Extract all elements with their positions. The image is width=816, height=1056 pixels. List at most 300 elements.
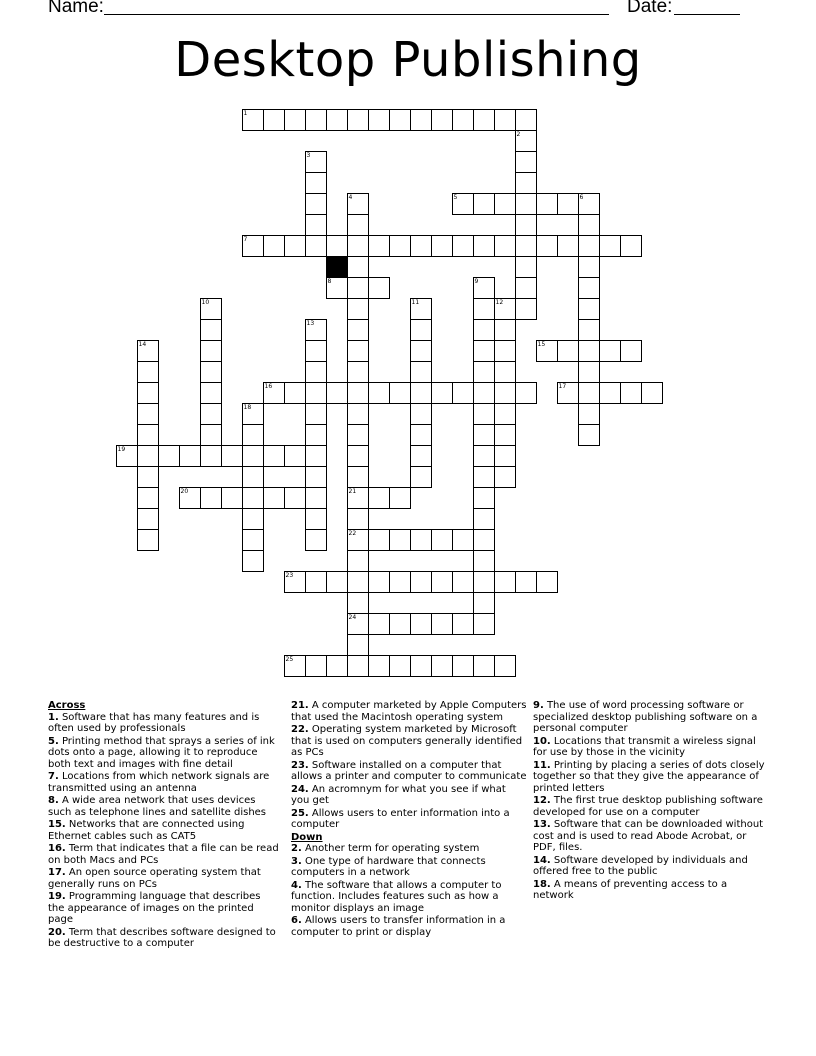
- crossword-cell[interactable]: [536, 340, 558, 362]
- crossword-cell[interactable]: [515, 109, 537, 131]
- clue-num: 15.: [48, 819, 66, 830]
- crossword-cell[interactable]: [200, 403, 222, 425]
- crossword-cell[interactable]: [368, 109, 390, 131]
- crossword-cell[interactable]: [473, 277, 495, 299]
- crossword-cell[interactable]: [305, 571, 327, 593]
- clue-num: 10.: [533, 735, 551, 747]
- clue-text: An open source operating system that generally runs on PCs: [48, 867, 261, 890]
- crossword-cell[interactable]: [473, 571, 495, 593]
- crossword-cell[interactable]: [557, 382, 579, 404]
- clues-column-2: [291, 700, 527, 939]
- clue-number: 13: [306, 319, 315, 327]
- crossword-cell[interactable]: [284, 445, 306, 467]
- crossword-cell[interactable]: [263, 109, 285, 131]
- crossword-cell[interactable]: [347, 424, 369, 446]
- crossword-cell[interactable]: [263, 382, 285, 404]
- crossword-cell[interactable]: [347, 487, 369, 509]
- crossword-cell[interactable]: [347, 256, 369, 278]
- crossword-cell[interactable]: [620, 382, 642, 404]
- crossword-cell[interactable]: [557, 193, 579, 215]
- clue-text: Term that describes software designed to be destructive to a computer: [48, 926, 276, 949]
- crossword-cell[interactable]: [410, 424, 432, 446]
- crossword-cell[interactable]: [200, 319, 222, 341]
- crossword-cell[interactable]: [494, 193, 516, 215]
- clue-text: The use of word processing software or specialized desktop publishing software on a personal computer: [533, 700, 758, 734]
- crossword-cell[interactable]: [473, 109, 495, 131]
- crossword-cell[interactable]: [515, 571, 537, 593]
- clue-number: 12: [495, 298, 504, 306]
- clue-text: A computer marketed by Apple Computers that used the Macintosh operating system: [291, 700, 527, 723]
- crossword-cell[interactable]: [494, 403, 516, 425]
- clue-num: 24.: [291, 783, 309, 795]
- crossword-cell[interactable]: [515, 193, 537, 215]
- crossword-cell[interactable]: [473, 361, 495, 383]
- crossword-cell[interactable]: [305, 655, 327, 677]
- clue-text: Locations from which network signals are transmitted using an antenna: [48, 771, 270, 794]
- crossword-cell[interactable]: [263, 445, 285, 467]
- crossword-cell[interactable]: [200, 298, 222, 320]
- crossword-cell[interactable]: [473, 550, 495, 572]
- crossword-cell[interactable]: [578, 235, 600, 257]
- crossword-cell[interactable]: [263, 235, 285, 257]
- crossword-cell[interactable]: [494, 319, 516, 341]
- crossword-cell[interactable]: [347, 193, 369, 215]
- crossword-cell[interactable]: [494, 655, 516, 677]
- crossword-cell[interactable]: [242, 403, 264, 425]
- crossword-cell[interactable]: [221, 487, 243, 509]
- crossword-cell[interactable]: [368, 613, 390, 635]
- crossword-cell[interactable]: [473, 508, 495, 530]
- crossword-cell[interactable]: [242, 529, 264, 551]
- crossword-cell[interactable]: [347, 235, 369, 257]
- crossword-cell[interactable]: [305, 151, 327, 173]
- clue-text: Allows users to enter information into a computer: [291, 807, 510, 830]
- crossword-cell[interactable]: [515, 256, 537, 278]
- clue-text: A wide area network that uses devices such as telephone lines and satellite dishes: [48, 795, 267, 818]
- crossword-cell[interactable]: [494, 382, 516, 404]
- crossword-cell[interactable]: [389, 655, 411, 677]
- crossword-cell[interactable]: [368, 529, 390, 551]
- crossword-cell[interactable]: [326, 655, 348, 677]
- clue-text: Printing by placing a series of dots closely together so that they give the appearance of printed letters: [533, 759, 765, 794]
- crossword-cell[interactable]: [326, 235, 348, 257]
- crossword-cell[interactable]: [452, 655, 474, 677]
- crossword-cell[interactable]: [200, 424, 222, 446]
- crossword-cell[interactable]: [305, 109, 327, 131]
- crossword-cell[interactable]: [305, 508, 327, 530]
- across-clue: [48, 771, 280, 794]
- crossword-cell[interactable]: [578, 277, 600, 299]
- crossword-cell[interactable]: [263, 487, 285, 509]
- clue-text: The first true desktop publishing software developed for use on a computer: [533, 795, 763, 818]
- crossword-cell[interactable]: [410, 529, 432, 551]
- crossword-cell[interactable]: [284, 655, 306, 677]
- crossword-cell[interactable]: [305, 214, 327, 236]
- crossword-cell[interactable]: [389, 235, 411, 257]
- clue-number: 18: [243, 403, 252, 411]
- crossword-cell[interactable]: [368, 487, 390, 509]
- crossword-cell[interactable]: [452, 235, 474, 257]
- clue-num: 1.: [48, 711, 59, 723]
- crossword-cell[interactable]: [410, 403, 432, 425]
- crossword-cell[interactable]: [326, 382, 348, 404]
- down-clue: [533, 819, 769, 854]
- crossword-cell[interactable]: [515, 214, 537, 236]
- crossword-cell[interactable]: [305, 382, 327, 404]
- crossword-cell[interactable]: [473, 592, 495, 614]
- crossword-cell[interactable]: [410, 235, 432, 257]
- crossword-cell[interactable]: [410, 655, 432, 677]
- crossword-cell[interactable]: [347, 613, 369, 635]
- date-label: Date:: [627, 0, 673, 17]
- crossword-cell[interactable]: [116, 445, 138, 467]
- clue-num: 20.: [48, 926, 66, 938]
- clue-number: 14: [138, 340, 147, 348]
- crossword-cell[interactable]: [200, 382, 222, 404]
- crossword-cell[interactable]: [137, 508, 159, 530]
- clue-text: An acromnym for what you see if what you get: [291, 783, 506, 806]
- clue-number: 3: [306, 151, 311, 159]
- crossword-cell[interactable]: [473, 193, 495, 215]
- crossword-cell[interactable]: [368, 655, 390, 677]
- crossword-cell[interactable]: [515, 298, 537, 320]
- crossword-cell[interactable]: [221, 445, 243, 467]
- crossword-cell[interactable]: [473, 424, 495, 446]
- crossword-cell[interactable]: [410, 340, 432, 362]
- clue-num: 25.: [291, 807, 309, 819]
- crossword-cell[interactable]: [473, 235, 495, 257]
- crossword-cell[interactable]: [494, 571, 516, 593]
- crossword-cell[interactable]: [515, 172, 537, 194]
- clue-number: 23: [285, 571, 294, 579]
- crossword-cell[interactable]: [473, 445, 495, 467]
- crossword-cell[interactable]: [347, 382, 369, 404]
- crossword-cell[interactable]: [515, 130, 537, 152]
- crossword-cell[interactable]: [347, 445, 369, 467]
- crossword-cell[interactable]: [347, 277, 369, 299]
- crossword-cell[interactable]: [242, 487, 264, 509]
- crossword-cell[interactable]: [305, 319, 327, 341]
- clue-text: Software developed by individuals and offered free to the public: [533, 854, 748, 877]
- crossword-cell[interactable]: [431, 655, 453, 677]
- clue-text: One type of hardware that connects computers in a network: [291, 855, 486, 878]
- clue-number: 10: [201, 298, 210, 306]
- clue-num: 9.: [533, 700, 544, 711]
- crossword-cell[interactable]: [284, 487, 306, 509]
- clue-num: 13.: [533, 819, 551, 830]
- crossword-cell[interactable]: [347, 508, 369, 530]
- clue-number: 1: [243, 109, 248, 117]
- crossword-cell[interactable]: [347, 403, 369, 425]
- clue-num: 3.: [291, 855, 302, 867]
- crossword-cell[interactable]: [494, 424, 516, 446]
- crossword-cell[interactable]: [347, 109, 369, 131]
- crossword-cell[interactable]: [452, 571, 474, 593]
- clue-text: A means of preventing access to a network: [533, 878, 728, 901]
- crossword-cell[interactable]: [137, 445, 159, 467]
- crossword-cell[interactable]: [473, 613, 495, 635]
- crossword-cell[interactable]: [557, 340, 579, 362]
- crossword-cell[interactable]: [473, 319, 495, 341]
- crossword-cell[interactable]: [494, 340, 516, 362]
- clue-text: Term that indicates that a file can be read on both Macs and PCs: [48, 843, 279, 866]
- crossword-cell[interactable]: [179, 445, 201, 467]
- down-clue: [533, 700, 769, 735]
- clue-text: Printing method that sprays a series of ink dots onto a page, allowing it to reproduce both text and images with fine detail: [48, 735, 275, 770]
- crossword-cell[interactable]: [410, 361, 432, 383]
- crossword-cell[interactable]: [494, 445, 516, 467]
- crossword-cell[interactable]: [473, 466, 495, 488]
- crossword-cell[interactable]: [326, 277, 348, 299]
- crossword-cell[interactable]: [410, 382, 432, 404]
- crossword-cell[interactable]: [410, 613, 432, 635]
- crossword-cell[interactable]: [305, 193, 327, 215]
- crossword-cell[interactable]: [536, 235, 558, 257]
- crossword-cell[interactable]: [473, 403, 495, 425]
- crossword-cell[interactable]: [473, 340, 495, 362]
- crossword-cell[interactable]: [347, 571, 369, 593]
- across-heading: Across: [48, 700, 86, 711]
- crossword-cell[interactable]: [200, 340, 222, 362]
- crossword-cell[interactable]: [494, 361, 516, 383]
- clue-text: Allows users to transfer information in a computer to print or display: [291, 915, 506, 938]
- across-clue: [48, 927, 280, 950]
- crossword-cell[interactable]: [137, 340, 159, 362]
- crossword-cell[interactable]: [368, 571, 390, 593]
- clue-number: 6: [579, 193, 584, 201]
- crossword-cell[interactable]: [452, 109, 474, 131]
- crossword-cell[interactable]: [200, 445, 222, 467]
- crossword-cell[interactable]: [410, 298, 432, 320]
- clue-num: 7.: [48, 771, 59, 782]
- crossword-cell[interactable]: [473, 382, 495, 404]
- crossword-cell[interactable]: [347, 550, 369, 572]
- crossword-cell[interactable]: [305, 529, 327, 551]
- crossword-cell[interactable]: [200, 487, 222, 509]
- down-clue: [533, 795, 769, 818]
- crossword-cell[interactable]: [179, 487, 201, 509]
- clue-text: Software installed on a computer that allows a printer and computer to communicate: [291, 759, 527, 782]
- clue-number: 25: [285, 655, 294, 663]
- crossword-cell[interactable]: [389, 529, 411, 551]
- crossword-cell[interactable]: [620, 340, 642, 362]
- clue-text: Software that has many features and is often used by professionals: [48, 711, 260, 734]
- crossword-cell[interactable]: [431, 571, 453, 593]
- crossword-cell[interactable]: [473, 298, 495, 320]
- crossword-cell[interactable]: [389, 571, 411, 593]
- crossword-cell[interactable]: [494, 298, 516, 320]
- crossword-cell[interactable]: [452, 382, 474, 404]
- name-label: Name:: [48, 0, 104, 17]
- crossword-cell[interactable]: [473, 655, 495, 677]
- crossword-cell[interactable]: [137, 487, 159, 509]
- crossword-cell[interactable]: [305, 340, 327, 362]
- crossword-cell[interactable]: [242, 109, 264, 131]
- crossword-cell[interactable]: [347, 361, 369, 383]
- down-clue: [533, 736, 769, 759]
- crossword-cell[interactable]: [305, 424, 327, 446]
- crossword-cell[interactable]: [347, 529, 369, 551]
- crossword-cell[interactable]: [410, 319, 432, 341]
- clue-text: Software that can be downloaded without cost and is used to read Abode Acrobat, or PDF, files.: [533, 819, 764, 853]
- crossword-cell[interactable]: [137, 466, 159, 488]
- clue-text: Programming language that describes the appearance of images on the printed page: [48, 891, 261, 925]
- crossword-cell[interactable]: [347, 466, 369, 488]
- across-clue: [48, 843, 280, 866]
- clue-num: 16.: [48, 843, 66, 854]
- crossword-cell[interactable]: [452, 613, 474, 635]
- crossword-cell[interactable]: [578, 214, 600, 236]
- crossword-cell[interactable]: [137, 529, 159, 551]
- crossword-cell[interactable]: [431, 235, 453, 257]
- crossword-cell[interactable]: [515, 277, 537, 299]
- crossword-cell[interactable]: [305, 466, 327, 488]
- crossword-cell[interactable]: [389, 382, 411, 404]
- crossword-cell[interactable]: [389, 109, 411, 131]
- clue-num: 17.: [48, 867, 66, 878]
- clue-num: 2.: [291, 843, 302, 854]
- crossword-cell[interactable]: [431, 109, 453, 131]
- down-clue: [533, 855, 769, 878]
- crossword-cell[interactable]: [284, 571, 306, 593]
- crossword-block: [326, 256, 348, 278]
- crossword-cell[interactable]: [242, 424, 264, 446]
- crossword-cell[interactable]: [305, 445, 327, 467]
- down-clue: [533, 879, 769, 902]
- crossword-cell[interactable]: [347, 214, 369, 236]
- crossword-cell[interactable]: [284, 109, 306, 131]
- across-clue: [48, 891, 280, 926]
- crossword-cell[interactable]: [368, 382, 390, 404]
- crossword-cell[interactable]: [578, 193, 600, 215]
- crossword-cell[interactable]: [347, 340, 369, 362]
- crossword-cell[interactable]: [410, 109, 432, 131]
- crossword-cell[interactable]: [242, 445, 264, 467]
- across-clue: [291, 784, 527, 807]
- clue-number: 9: [474, 277, 479, 285]
- clue-number: 17: [558, 382, 567, 390]
- crossword-cell[interactable]: [305, 361, 327, 383]
- crossword-cell[interactable]: [515, 382, 537, 404]
- crossword-cell[interactable]: [473, 529, 495, 551]
- crossword-cell[interactable]: [578, 319, 600, 341]
- across-clue: [48, 712, 280, 735]
- crossword-cell[interactable]: [389, 613, 411, 635]
- crossword-cell[interactable]: [473, 487, 495, 509]
- clues-column-1: [48, 700, 280, 951]
- crossword-cell[interactable]: [305, 403, 327, 425]
- crossword-cell[interactable]: [326, 109, 348, 131]
- crossword-cell[interactable]: [578, 340, 600, 362]
- clue-number: 2: [516, 130, 521, 138]
- crossword-cell[interactable]: [515, 151, 537, 173]
- crossword-cell[interactable]: [305, 172, 327, 194]
- crossword-cell[interactable]: [305, 235, 327, 257]
- crossword-cell[interactable]: [494, 235, 516, 257]
- crossword-cell[interactable]: [599, 340, 621, 362]
- crossword-cell[interactable]: [326, 571, 348, 593]
- clue-num: 23.: [291, 759, 309, 771]
- crossword-cell[interactable]: [578, 424, 600, 446]
- crossword-cell[interactable]: [284, 382, 306, 404]
- crossword-cell[interactable]: [494, 466, 516, 488]
- clue-number: 19: [117, 445, 126, 453]
- clue-number: 11: [411, 298, 420, 306]
- crossword-cell[interactable]: [578, 361, 600, 383]
- crossword-cell[interactable]: [242, 235, 264, 257]
- crossword-cell[interactable]: [452, 529, 474, 551]
- crossword-cell[interactable]: [347, 319, 369, 341]
- crossword-cell[interactable]: [452, 193, 474, 215]
- crossword-cell[interactable]: [599, 235, 621, 257]
- clue-num: 19.: [48, 891, 66, 902]
- crossword-cell[interactable]: [410, 466, 432, 488]
- crossword-cell[interactable]: [137, 424, 159, 446]
- clue-num: 5.: [48, 735, 59, 747]
- crossword-cell[interactable]: [494, 109, 516, 131]
- crossword-cell[interactable]: [242, 466, 264, 488]
- crossword-cell[interactable]: [242, 508, 264, 530]
- crossword-cell[interactable]: [536, 193, 558, 215]
- crossword-cell[interactable]: [578, 382, 600, 404]
- crossword-cell[interactable]: [305, 487, 327, 509]
- crossword-cell[interactable]: [368, 235, 390, 257]
- clue-number: 7: [243, 235, 248, 243]
- crossword-cell[interactable]: [599, 382, 621, 404]
- crossword-cell[interactable]: [242, 550, 264, 572]
- crossword-cell[interactable]: [200, 361, 222, 383]
- crossword-cell[interactable]: [578, 256, 600, 278]
- clue-number: 8: [327, 277, 332, 285]
- clue-number: 4: [348, 193, 353, 201]
- crossword-cell[interactable]: [158, 445, 180, 467]
- crossword-cell[interactable]: [578, 403, 600, 425]
- clue-text: Another term for operating system: [301, 843, 480, 854]
- crossword-cell[interactable]: [347, 592, 369, 614]
- crossword-cell[interactable]: [137, 382, 159, 404]
- crossword-cell[interactable]: [368, 277, 390, 299]
- crossword-cell[interactable]: [410, 445, 432, 467]
- crossword-cell[interactable]: [431, 382, 453, 404]
- crossword-cell[interactable]: [284, 235, 306, 257]
- crossword-cell[interactable]: [347, 655, 369, 677]
- crossword-cell[interactable]: [578, 298, 600, 320]
- clue-num: 18.: [533, 878, 551, 890]
- crossword-cell[interactable]: [137, 361, 159, 383]
- clue-number: 21: [348, 487, 357, 495]
- crossword-cell[interactable]: [536, 571, 558, 593]
- crossword-cell[interactable]: [641, 382, 663, 404]
- crossword-cell[interactable]: [347, 298, 369, 320]
- clue-num: 8.: [48, 795, 59, 806]
- crossword-cell[interactable]: [137, 403, 159, 425]
- crossword-cell[interactable]: [620, 235, 642, 257]
- clue-text: Operating system marketed by Microsoft that is used on computers generally identified as PCs: [291, 724, 523, 758]
- crossword-cell[interactable]: [431, 613, 453, 635]
- clue-num: 21.: [291, 700, 309, 711]
- clue-num: 14.: [533, 854, 551, 866]
- down-clue: [291, 856, 527, 879]
- crossword-cell[interactable]: [389, 487, 411, 509]
- crossword-cell[interactable]: [347, 634, 369, 656]
- clues-column-3: [533, 700, 769, 903]
- crossword-cell[interactable]: [431, 529, 453, 551]
- crossword-cell[interactable]: [557, 235, 579, 257]
- crossword-cell[interactable]: [515, 235, 537, 257]
- clue-num: 11.: [533, 759, 551, 771]
- down-clue: [533, 760, 769, 795]
- crossword-cell[interactable]: [410, 571, 432, 593]
